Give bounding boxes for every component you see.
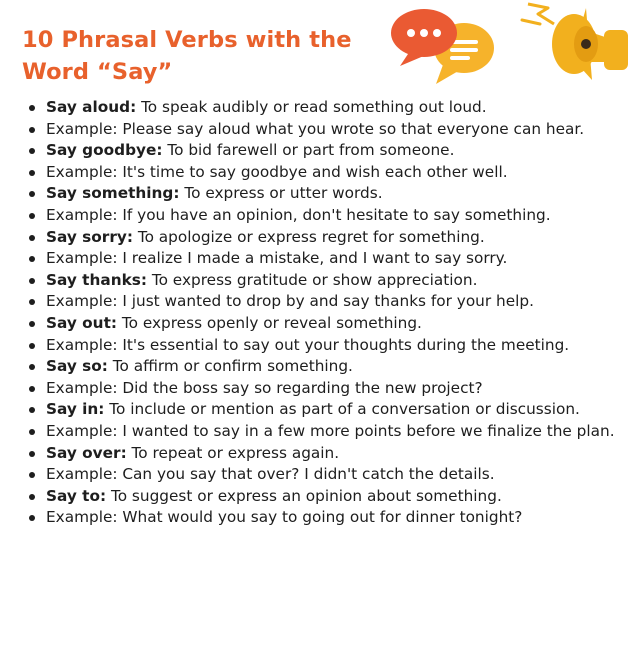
list-item: [20, 378, 620, 400]
list-item: [20, 205, 620, 227]
list-item: [20, 119, 620, 141]
phrasal-verb-term: Say thanks:: [46, 270, 147, 289]
example-text: Example: Did the boss say so regarding the new project?: [46, 378, 483, 397]
definition-text: To express gratitude or show appreciation.: [146, 270, 478, 289]
phrasal-verb-term: Say to:: [46, 486, 107, 505]
definition-text: To express openly or reveal something.: [117, 313, 422, 332]
phrasal-verb-list: [20, 97, 620, 529]
list-item: [20, 248, 620, 270]
list-item: [20, 507, 620, 529]
list-item: [20, 140, 620, 162]
list-item: [20, 464, 620, 486]
example-text: Example: Can you say that over? I didn't catch the details.: [46, 465, 495, 484]
list-item: [20, 227, 620, 249]
phrasal-verb-term: Say aloud:: [46, 98, 137, 116]
chat-megaphone-illustration: [378, 0, 628, 96]
definition-text: To include or mention as part of a conversation or discussion.: [104, 400, 580, 419]
definition-text: To affirm or confirm something.: [107, 357, 353, 376]
list-item: [20, 356, 620, 378]
list-item: [20, 335, 620, 357]
list-item: [20, 313, 620, 335]
example-text: Example: I wanted to say in a few more points before we finalize the plan.: [46, 421, 615, 440]
definition-text: To repeat or express again.: [126, 443, 340, 462]
phrasal-verb-term: Say something:: [46, 184, 180, 203]
phrasal-verb-term: Say out:: [46, 313, 117, 332]
megaphone-icon: [522, 4, 628, 80]
title-line-1: 10 Phrasal Verbs with the: [22, 27, 352, 53]
list-item: [20, 443, 620, 465]
definition-text: To express or utter words.: [179, 184, 383, 203]
list-item: [20, 399, 620, 421]
example-text: Example: What would you say to going out for dinner tonight?: [46, 508, 523, 527]
list-item: [20, 270, 620, 292]
definition-text: To speak audibly or read something out loud.: [136, 98, 487, 116]
example-text: Example: It's time to say goodbye and wish each other well.: [46, 162, 508, 181]
example-text: Example: If you have an opinion, don't hesitate to say something.: [46, 205, 551, 224]
phrasal-verb-term: Say so:: [46, 357, 108, 376]
phrasal-verb-term: Say sorry:: [46, 227, 133, 246]
phrasal-verb-term: Say over:: [46, 443, 127, 462]
title-line-2: Word “Say”: [22, 59, 173, 85]
definition-text: To suggest or express an opinion about something.: [106, 486, 502, 505]
list-item: [20, 291, 620, 313]
phrasal-verb-term: Say in:: [46, 400, 105, 419]
list-item: [20, 421, 620, 443]
list-item: [20, 183, 620, 205]
definition-text: To bid farewell or part from someone.: [162, 141, 455, 160]
list-item: [20, 97, 620, 119]
example-text: Example: It's essential to say out your thoughts during the meeting.: [46, 335, 570, 354]
page-title: [22, 24, 402, 88]
example-text: Example: I realize I made a mistake, and I want to say sorry.: [46, 249, 508, 268]
definition-text: To apologize or express regret for something.: [132, 227, 485, 246]
example-text: Example: I just wanted to drop by and say thanks for your help.: [46, 292, 534, 311]
list-item: [20, 486, 620, 508]
list-item: [20, 162, 620, 184]
phrasal-verb-term: Say goodbye:: [46, 141, 163, 160]
example-text: Example: Please say aloud what you wrote so that everyone can hear.: [46, 119, 585, 138]
